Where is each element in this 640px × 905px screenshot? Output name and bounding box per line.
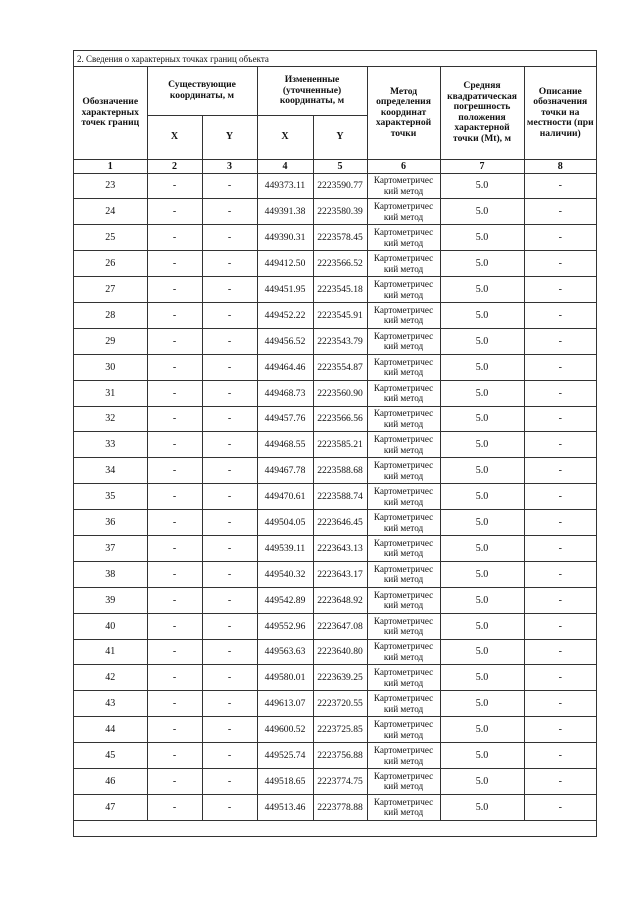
cell-method: Картометричес кий метод (367, 639, 440, 665)
cell-changed-x: 449525.74 (257, 743, 313, 769)
cell-method: Картометричес кий метод (367, 406, 440, 432)
cell-existing-y: - (202, 510, 257, 536)
cell-changed-y: 2223643.13 (313, 535, 367, 561)
table-body (74, 173, 596, 820)
cell-existing-y: - (202, 717, 257, 743)
cell-changed-x: 449600.52 (257, 717, 313, 743)
cell-changed-x: 449456.52 (257, 328, 313, 354)
cell-changed-y: 2223588.68 (313, 458, 367, 484)
cell-changed-x: 449470.61 (257, 484, 313, 510)
cell-changed-y: 2223756.88 (313, 743, 367, 769)
cell-method: Картометричес кий метод (367, 484, 440, 510)
header-method: Метод определения координат характерной точки (367, 67, 440, 159)
cell-accuracy: 5.0 (440, 277, 524, 303)
cell-point-number: 39 (74, 587, 147, 613)
cell-existing-y: - (202, 535, 257, 561)
cell-method: Картометричес кий метод (367, 743, 440, 769)
cell-description: - (524, 561, 596, 587)
cell-existing-x: - (147, 794, 202, 820)
table-row (74, 484, 596, 510)
cell-accuracy: 5.0 (440, 225, 524, 251)
cell-existing-x: - (147, 587, 202, 613)
cell-accuracy: 5.0 (440, 380, 524, 406)
cell-description: - (524, 639, 596, 665)
cell-point-number: 45 (74, 743, 147, 769)
table-row (74, 768, 596, 794)
cell-changed-y: 2223720.55 (313, 691, 367, 717)
cell-existing-x: - (147, 328, 202, 354)
table-row (74, 458, 596, 484)
cell-changed-x: 449390.31 (257, 225, 313, 251)
cell-point-number: 30 (74, 354, 147, 380)
cell-existing-y: - (202, 613, 257, 639)
table-row (74, 380, 596, 406)
cell-changed-x: 449391.38 (257, 199, 313, 225)
cell-method: Картометричес кий метод (367, 717, 440, 743)
cell-existing-y: - (202, 484, 257, 510)
table-row (74, 639, 596, 665)
cell-existing-x: - (147, 484, 202, 510)
cell-method: Картометричес кий метод (367, 354, 440, 380)
cell-description: - (524, 406, 596, 432)
table-row (74, 225, 596, 251)
cell-existing-x: - (147, 302, 202, 328)
cell-existing-x: - (147, 510, 202, 536)
cell-description: - (524, 302, 596, 328)
cell-existing-x: - (147, 173, 202, 199)
cell-changed-x: 449451.95 (257, 277, 313, 303)
cell-existing-y: - (202, 794, 257, 820)
cell-existing-y: - (202, 691, 257, 717)
table-row (74, 432, 596, 458)
cell-existing-x: - (147, 354, 202, 380)
cell-method: Картометричес кий метод (367, 665, 440, 691)
cell-description: - (524, 251, 596, 277)
cell-changed-x: 449504.05 (257, 510, 313, 536)
cell-changed-x: 449457.76 (257, 406, 313, 432)
cell-method: Картометричес кий метод (367, 535, 440, 561)
cell-changed-y: 2223578.45 (313, 225, 367, 251)
cell-method: Картометричес кий метод (367, 199, 440, 225)
table-row (74, 717, 596, 743)
cell-description: - (524, 354, 596, 380)
column-number: 2 (147, 159, 202, 173)
cell-method: Картометричес кий метод (367, 794, 440, 820)
cell-method: Картометричес кий метод (367, 277, 440, 303)
column-number: 4 (257, 159, 313, 173)
cell-method: Картометричес кий метод (367, 328, 440, 354)
table-footer-row (74, 820, 596, 836)
cell-description: - (524, 768, 596, 794)
table-row (74, 406, 596, 432)
cell-description: - (524, 328, 596, 354)
cell-changed-y: 2223774.75 (313, 768, 367, 794)
cell-changed-y: 2223585.21 (313, 432, 367, 458)
cell-existing-x: - (147, 199, 202, 225)
header-description: Описание обозначения точки на местности (при наличии) (524, 67, 596, 159)
cell-changed-y: 2223588.74 (313, 484, 367, 510)
cell-accuracy: 5.0 (440, 561, 524, 587)
cell-changed-x: 449518.65 (257, 768, 313, 794)
header-changed-coords: Измененные (уточненные) координаты, м (257, 67, 367, 115)
cell-existing-y: - (202, 354, 257, 380)
cell-changed-y: 2223643.17 (313, 561, 367, 587)
cell-existing-y: - (202, 406, 257, 432)
cell-existing-x: - (147, 561, 202, 587)
header-changed-y: Y (313, 115, 367, 159)
column-number: 5 (313, 159, 367, 173)
cell-point-number: 37 (74, 535, 147, 561)
table-row (74, 743, 596, 769)
table-row (74, 535, 596, 561)
cell-changed-x: 449542.89 (257, 587, 313, 613)
cell-accuracy: 5.0 (440, 665, 524, 691)
header-existing-x: X (147, 115, 202, 159)
cell-changed-y: 2223639.25 (313, 665, 367, 691)
cell-description: - (524, 691, 596, 717)
column-number-row (74, 159, 596, 173)
cell-changed-y: 2223648.92 (313, 587, 367, 613)
cell-point-number: 34 (74, 458, 147, 484)
cell-changed-x: 449563.63 (257, 639, 313, 665)
cell-existing-x: - (147, 277, 202, 303)
cell-existing-y: - (202, 173, 257, 199)
cell-description: - (524, 743, 596, 769)
header-accuracy: Средняя квадратическая погрешность положения характерной точки (Mt), м (440, 67, 524, 159)
cell-accuracy: 5.0 (440, 406, 524, 432)
cell-existing-y: - (202, 639, 257, 665)
cell-existing-y: - (202, 225, 257, 251)
document-sheet (73, 50, 597, 837)
cell-method: Картометричес кий метод (367, 251, 440, 277)
cell-changed-x: 449468.55 (257, 432, 313, 458)
cell-accuracy: 5.0 (440, 691, 524, 717)
table-row (74, 510, 596, 536)
header-point-designation: Обозначение характерных точек границ (74, 67, 147, 159)
cell-method: Картометричес кий метод (367, 768, 440, 794)
cell-description: - (524, 380, 596, 406)
column-number: 8 (524, 159, 596, 173)
cell-changed-x: 449373.11 (257, 173, 313, 199)
cell-point-number: 40 (74, 613, 147, 639)
cell-existing-x: - (147, 743, 202, 769)
table-row (74, 794, 596, 820)
cell-method: Картометричес кий метод (367, 302, 440, 328)
column-number: 1 (74, 159, 147, 173)
cell-existing-y: - (202, 561, 257, 587)
cell-changed-y: 2223580.39 (313, 199, 367, 225)
cell-existing-y: - (202, 380, 257, 406)
table-row (74, 561, 596, 587)
cell-existing-y: - (202, 277, 257, 303)
cell-point-number: 41 (74, 639, 147, 665)
cell-description: - (524, 665, 596, 691)
cell-existing-x: - (147, 691, 202, 717)
cell-point-number: 31 (74, 380, 147, 406)
cell-point-number: 26 (74, 251, 147, 277)
table-row (74, 691, 596, 717)
cell-method: Картометричес кий метод (367, 587, 440, 613)
table-row (74, 328, 596, 354)
cell-accuracy: 5.0 (440, 639, 524, 665)
cell-accuracy: 5.0 (440, 354, 524, 380)
cell-accuracy: 5.0 (440, 251, 524, 277)
cell-changed-y: 2223778.88 (313, 794, 367, 820)
cell-changed-x: 449540.32 (257, 561, 313, 587)
cell-changed-x: 449464.46 (257, 354, 313, 380)
cell-description: - (524, 535, 596, 561)
cell-existing-x: - (147, 768, 202, 794)
cell-accuracy: 5.0 (440, 768, 524, 794)
table-row (74, 251, 596, 277)
cell-existing-y: - (202, 768, 257, 794)
cell-description: - (524, 199, 596, 225)
column-number: 6 (367, 159, 440, 173)
cell-changed-y: 2223554.87 (313, 354, 367, 380)
cell-accuracy: 5.0 (440, 484, 524, 510)
cell-existing-x: - (147, 225, 202, 251)
cell-accuracy: 5.0 (440, 302, 524, 328)
cell-description: - (524, 458, 596, 484)
cell-changed-y: 2223545.91 (313, 302, 367, 328)
cell-changed-x: 449467.78 (257, 458, 313, 484)
header-row-1 (74, 67, 596, 115)
cell-changed-x: 449513.46 (257, 794, 313, 820)
section-title: 2. Сведения о характерных точках границ объекта (74, 51, 596, 67)
cell-changed-x: 449539.11 (257, 535, 313, 561)
cell-existing-x: - (147, 665, 202, 691)
table-row (74, 613, 596, 639)
cell-point-number: 33 (74, 432, 147, 458)
cell-changed-y: 2223566.52 (313, 251, 367, 277)
cell-accuracy: 5.0 (440, 794, 524, 820)
cell-method: Картометричес кий метод (367, 561, 440, 587)
cell-accuracy: 5.0 (440, 510, 524, 536)
cell-changed-y: 2223560.90 (313, 380, 367, 406)
cell-existing-x: - (147, 458, 202, 484)
table-row (74, 199, 596, 225)
cell-point-number: 47 (74, 794, 147, 820)
cell-point-number: 27 (74, 277, 147, 303)
cell-method: Картометричес кий метод (367, 225, 440, 251)
cell-changed-y: 2223640.80 (313, 639, 367, 665)
cell-point-number: 23 (74, 173, 147, 199)
cell-point-number: 38 (74, 561, 147, 587)
header-existing-y: Y (202, 115, 257, 159)
cell-changed-x: 449468.73 (257, 380, 313, 406)
cell-existing-y: - (202, 432, 257, 458)
cell-method: Картометричес кий метод (367, 380, 440, 406)
cell-existing-y: - (202, 328, 257, 354)
cell-method: Картометричес кий метод (367, 432, 440, 458)
cell-description: - (524, 794, 596, 820)
cell-existing-y: - (202, 743, 257, 769)
cell-existing-y: - (202, 251, 257, 277)
cell-point-number: 25 (74, 225, 147, 251)
empty-footer-cell (74, 820, 596, 836)
cell-point-number: 46 (74, 768, 147, 794)
cell-changed-x: 449552.96 (257, 613, 313, 639)
cell-changed-y: 2223725.85 (313, 717, 367, 743)
cell-existing-y: - (202, 302, 257, 328)
cell-existing-y: - (202, 587, 257, 613)
cell-method: Картометричес кий метод (367, 510, 440, 536)
cell-method: Картометричес кий метод (367, 613, 440, 639)
cell-existing-x: - (147, 717, 202, 743)
table-row (74, 587, 596, 613)
cell-existing-x: - (147, 406, 202, 432)
cell-existing-y: - (202, 458, 257, 484)
cell-accuracy: 5.0 (440, 535, 524, 561)
cell-method: Картометричес кий метод (367, 173, 440, 199)
cell-accuracy: 5.0 (440, 432, 524, 458)
cell-point-number: 29 (74, 328, 147, 354)
column-number: 7 (440, 159, 524, 173)
cell-existing-x: - (147, 432, 202, 458)
header-existing-coords: Существующие координаты, м (147, 67, 257, 115)
cell-changed-x: 449580.01 (257, 665, 313, 691)
cell-method: Картометричес кий метод (367, 691, 440, 717)
column-number: 3 (202, 159, 257, 173)
cell-point-number: 35 (74, 484, 147, 510)
cell-description: - (524, 173, 596, 199)
cell-point-number: 42 (74, 665, 147, 691)
cell-method: Картометричес кий метод (367, 458, 440, 484)
cell-existing-x: - (147, 639, 202, 665)
cell-accuracy: 5.0 (440, 613, 524, 639)
cell-point-number: 32 (74, 406, 147, 432)
cell-existing-y: - (202, 665, 257, 691)
cell-accuracy: 5.0 (440, 458, 524, 484)
cell-description: - (524, 225, 596, 251)
cell-point-number: 43 (74, 691, 147, 717)
table-row (74, 302, 596, 328)
cell-description: - (524, 587, 596, 613)
table-row (74, 277, 596, 303)
cell-changed-x: 449412.50 (257, 251, 313, 277)
cell-changed-x: 449452.22 (257, 302, 313, 328)
cell-existing-y: - (202, 199, 257, 225)
cell-point-number: 24 (74, 199, 147, 225)
cell-accuracy: 5.0 (440, 587, 524, 613)
cell-description: - (524, 277, 596, 303)
table-row (74, 173, 596, 199)
cell-changed-y: 2223545.18 (313, 277, 367, 303)
cell-description: - (524, 510, 596, 536)
cell-accuracy: 5.0 (440, 173, 524, 199)
cell-point-number: 36 (74, 510, 147, 536)
cell-point-number: 44 (74, 717, 147, 743)
boundary-points-table (74, 67, 596, 836)
cell-changed-y: 2223566.56 (313, 406, 367, 432)
cell-accuracy: 5.0 (440, 717, 524, 743)
cell-description: - (524, 717, 596, 743)
cell-changed-x: 449613.07 (257, 691, 313, 717)
cell-existing-x: - (147, 613, 202, 639)
cell-point-number: 28 (74, 302, 147, 328)
table-row (74, 354, 596, 380)
cell-changed-y: 2223646.45 (313, 510, 367, 536)
header-changed-x: X (257, 115, 313, 159)
cell-changed-y: 2223590.77 (313, 173, 367, 199)
cell-changed-y: 2223647.08 (313, 613, 367, 639)
cell-existing-x: - (147, 535, 202, 561)
cell-changed-y: 2223543.79 (313, 328, 367, 354)
cell-accuracy: 5.0 (440, 328, 524, 354)
cell-existing-x: - (147, 380, 202, 406)
table-row (74, 665, 596, 691)
cell-existing-x: - (147, 251, 202, 277)
cell-accuracy: 5.0 (440, 743, 524, 769)
cell-description: - (524, 613, 596, 639)
cell-description: - (524, 484, 596, 510)
cell-description: - (524, 432, 596, 458)
cell-accuracy: 5.0 (440, 199, 524, 225)
